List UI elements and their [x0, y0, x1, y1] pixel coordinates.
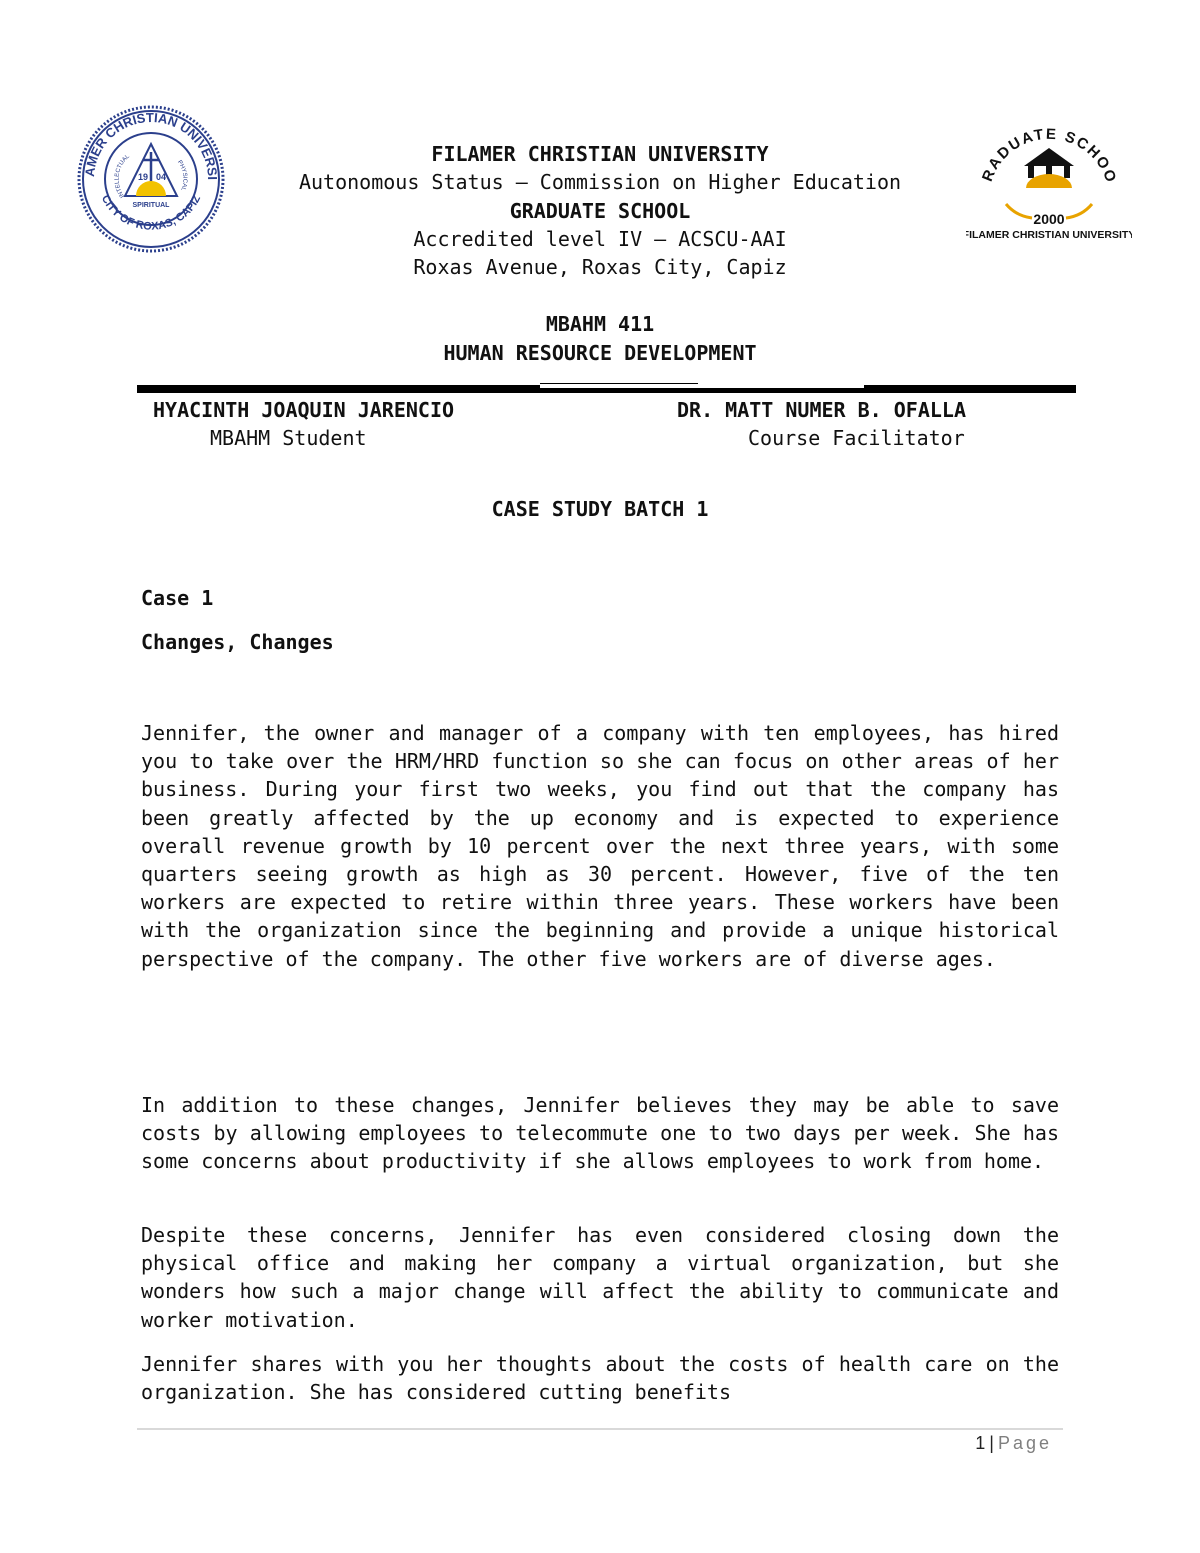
- seal-ring-bottom-text: CITY OF ROXAS, CAPIZ: [98, 193, 204, 233]
- course-title: HUMAN RESOURCE DEVELOPMENT: [443, 341, 757, 365]
- page-footer: [975, 1433, 1052, 1454]
- graduate-school-caption: FILAMER CHRISTIAN UNIVERSITY: [966, 229, 1132, 241]
- page-number: 1: [975, 1433, 986, 1453]
- letterhead: [200, 140, 1000, 281]
- address: Roxas Avenue, Roxas City, Capiz: [413, 255, 787, 280]
- batch-title: CASE STUDY BATCH 1: [491, 497, 709, 521]
- university-name: FILAMER CHRISTIAN UNIVERSITY: [431, 142, 769, 166]
- paragraph: Despite these concerns, Jennifer has even considered closing down the physical office and making her company a virtual organization, but she wonders how such a major change will affect the ability to communicate and worker motivation.: [141, 1223, 1059, 1332]
- graduate-school-arc-text: RADUATE SCHOO: [978, 125, 1120, 187]
- page-label: Page: [997, 1433, 1052, 1453]
- graduate-school-year: 2000: [1033, 211, 1065, 227]
- footer-separator: |: [989, 1433, 994, 1453]
- seal-year-right: 04: [156, 172, 167, 182]
- seal-left-word: INTELLECTUAL: [114, 153, 131, 199]
- facilitator-role: Course Facilitator: [748, 426, 965, 450]
- svg-text:PHYSICAL: [176, 160, 188, 193]
- svg-text:INTELLECTUAL: [114, 153, 131, 198]
- student-name: HYACINTH JOAQUIN JARENCIO: [153, 398, 455, 422]
- student-info: [153, 396, 454, 452]
- course-block: [200, 310, 1000, 368]
- paragraph: In addition to these changes, Jennifer believes they may be able to save costs by allowing employees to telecommute one to two days per week. She has some concerns about productivity if she allows employees to work from home.: [141, 1093, 1059, 1174]
- paragraph: Jennifer, the owner and manager of a company with ten employees, has hired you to take over the HRM/HRD function so she can focus on other areas of her business. During your first two weeks, you find out that the company has been greatly affected by the up economy and is expected to experience overall revenue growth by 10 percent over the next three years, with some quarters seeing growth as high as 30 percent. However, five of the ten workers are expected to retire within three years. These workers have been with the organization since the beginning and provide a unique historical perspective of the company. The other five workers are of diverse ages.: [141, 721, 1059, 971]
- seal-year-left: 19: [138, 172, 149, 182]
- accreditation: Accredited level IV – ACSCU-AAI: [413, 226, 787, 251]
- facilitator-info: [677, 396, 966, 452]
- facilitator-name: DR. MATT NUMER B. OFALLA: [677, 398, 966, 422]
- seal-bottom-word: SPIRITUAL: [132, 202, 170, 209]
- svg-text:CITY OF ROXAS, CAPIZ: [99, 193, 204, 233]
- paragraph: Jennifer shares with you her thoughts about the costs of health care on the organization. She has considered cutting benefits: [141, 1352, 1059, 1405]
- student-role: MBAHM Student: [210, 426, 367, 450]
- course-code: MBAHM 411: [545, 312, 655, 336]
- case-title: Changes, Changes: [141, 630, 334, 654]
- header-divider-gap: [540, 385, 864, 388]
- school-name: GRADUATE SCHOOL: [509, 198, 691, 223]
- autonomous-status: Autonomous Status – Commission on Higher Education: [298, 170, 902, 195]
- header-divider-accent: [540, 383, 698, 384]
- svg-text:FILAMER CHRISTIAN UNIVERSITY: [76, 104, 220, 180]
- seal-right-word: PHYSICAL: [175, 159, 188, 192]
- case-number: Case 1: [141, 586, 214, 610]
- footer-divider: [137, 1428, 1063, 1430]
- seal-ring-text: AMER CHRISTIAN UNIVERSI: [81, 109, 221, 181]
